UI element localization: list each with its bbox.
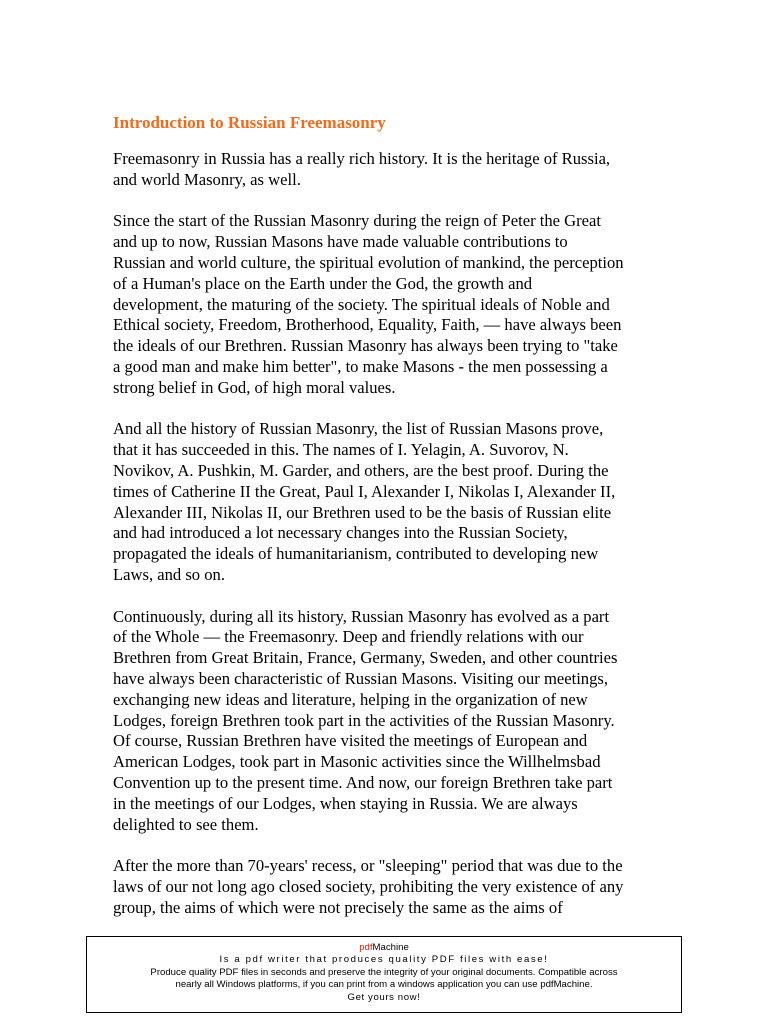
paragraph-2: Since the start of the Russian Masonry during the reign of Peter the Great and up to now, Russian Masons have made valuable contributions to Russian and world culture, the spiritual evolution of mankind, the perception of a Human's place on the Earth under the God, the growth and development, the maturing of the society. The spiritual ideals of Noble and Ethical society, Freedom, Brotherhood, Equality, Faith, — have always been the ideals of our Brethren. Russian Masonry has always been trying to "take a good man and make him better", to make Masons - the men possessing a strong belief in God, of high moral values. xyxy=(113,211,624,397)
footer-line-2: nearly all Windows platforms, if you can print from a windows application you can use pdfMachine. xyxy=(175,979,593,991)
paragraph-5: After the more than 70-years' recess, or "sleeping" period that was due to the laws of our not long ago closed society, prohibiting the very existence of any group, the aims of which were not precisely the same as the aims of xyxy=(113,856,624,917)
footer-brand xyxy=(87,942,681,954)
footer-line-3: Get yours now! xyxy=(347,991,421,1003)
pdfmachine-footer-banner xyxy=(86,936,682,1013)
brand-machine-text: Machine xyxy=(372,942,409,953)
paragraph-1: Freemasonry in Russia has a really rich history. It is the heritage of Russia, and world Masonry, as well. xyxy=(113,149,611,189)
footer-line-1: Produce quality PDF files in seconds and preserve the integrity of your original documents. Compatible across xyxy=(150,966,618,978)
paragraph-4: Continuously, during all its history, Russian Masonry has evolved as a part of the Whole — the Freemasonry. Deep and friendly relations with our Brethren from Great Britain, France, Germany, Sweden, and other countries have always been characteristic of Russian Masons. Visiting our meetings, exchanging new ideas and literature, helping in the organization of new Lodges, foreign Brethren took part in the activities of the Russian Masonry. Of course, Russian Brethren have visited the meetings of European and American Lodges, took part in Masonic activities since the Willhelmsbad Convention up to the present time. And now, our foreign Brethren take part in the meetings of our Lodges, when staying in Russia. We are always delighted to see them. xyxy=(113,606,618,834)
paragraph-3: And all the history of Russian Masonry, the list of Russian Masons prove, that it has succeeded in this. The names of I. Yelagin, A. Suvorov, N. Novikov, A. Pushkin, M. Garder, and others, are the best proof. During the times of Catherine II the Great, Paul I, Alexander I, Nikolas I, Alexander II, Alexander III, Nikolas II, our Brethren used to be the basis of Russian elite and had introduced a lot necessary changes into the Russian Society, propagated the ideals of humanitarianism, contributed to developing new Laws, and so on. xyxy=(113,419,616,584)
document-page xyxy=(113,112,648,939)
document-title: Introduction to Russian Freemasonry xyxy=(113,113,386,132)
footer-tagline: Is a pdf writer that produces quality PDF files with ease! xyxy=(219,954,549,966)
brand-pdf-text: pdf xyxy=(359,942,373,953)
